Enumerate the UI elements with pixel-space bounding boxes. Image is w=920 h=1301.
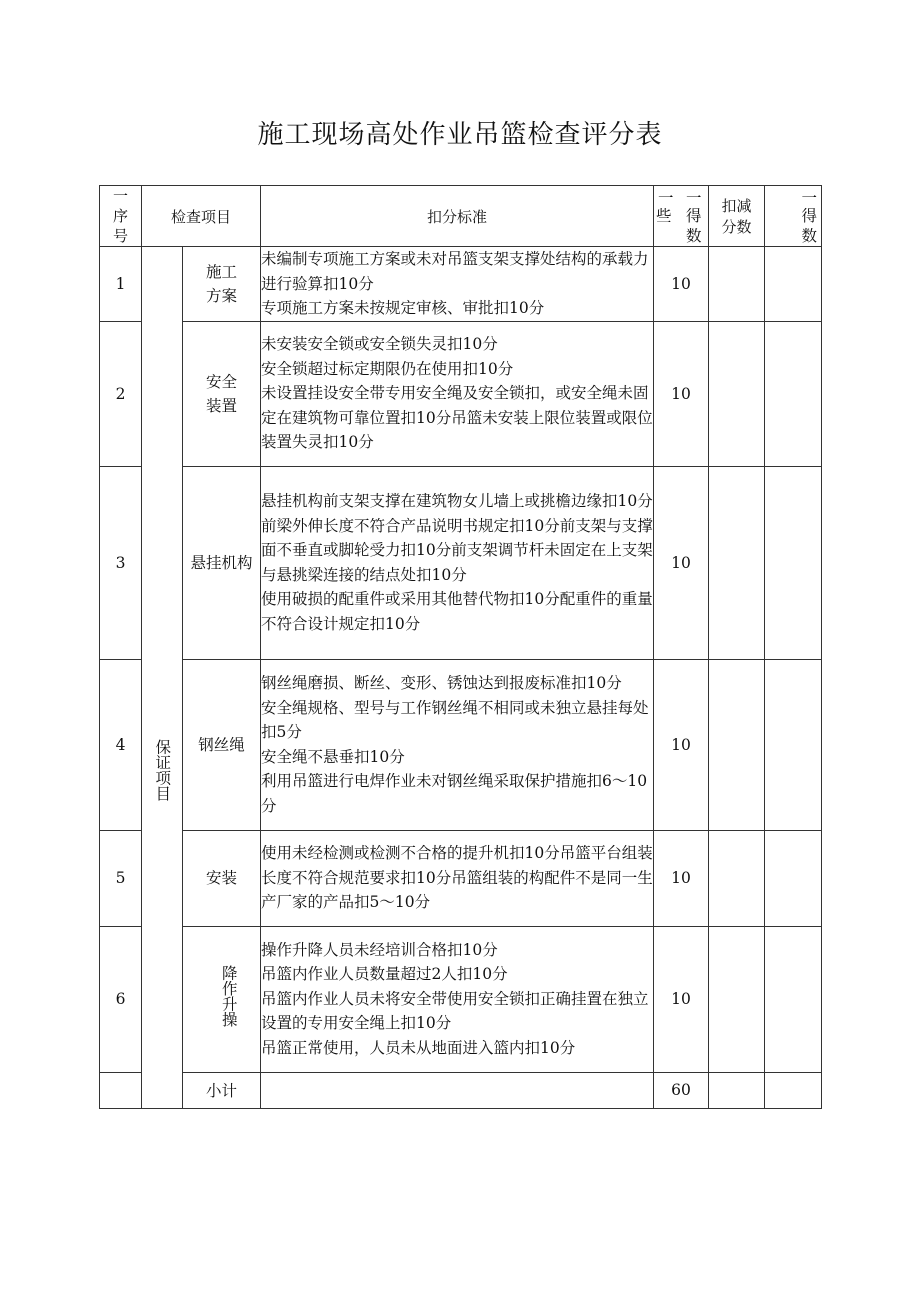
row-got [765,466,822,659]
standard-line: 安全锁超过标定期限仍在使用扣10分 [261,359,514,378]
row-standard [261,659,654,830]
row-seq: 1 [100,247,142,322]
row-item-label: 安全装置 [205,372,237,415]
row-deduct [709,466,765,659]
row-deduct [709,321,765,466]
header-standard: 扣分标准 [261,186,654,247]
row-seq: 6 [100,926,142,1072]
row-item [183,926,261,1072]
row-seq: 4 [100,659,142,830]
row-item-label: 施工方案 [205,262,237,305]
row-due-score: 10 [654,466,709,659]
header-deduct-line1: 扣减 [721,197,752,215]
inspection-score-table [99,185,822,1109]
standard-line: 钢丝绳磨损、断丝、变形、锈蚀达到报废标准扣10分 [261,674,622,692]
page-title: 施工现场高处作业吊篮检查评分表 [257,120,663,150]
header-row [100,186,822,247]
standard-line: 吊篮内作业人员未将安全带使用安全锁扣正确挂置在独立设置的专用安全绳上扣10分 [261,989,649,1033]
standard-line: 吊篮正常使用，人员未从地面进入篮内扣10分 [261,1038,576,1057]
row-item-label: 钢丝绳 [198,735,245,754]
row-due-score: 10 [654,659,709,830]
standard-line: 未设置挂设安全带专用安全绳及安全锁扣，或安全绳未固定在建筑物可靠位置扣10分吊篮未安装上限位装置或限位装置失灵扣10分 [261,384,653,452]
standard-line: 安全绳规格、型号与工作钢丝绳不相同或未独立悬挂每处扣5分 [261,698,649,741]
row-due-score: 10 [654,830,709,926]
row-standard [261,926,654,1072]
header-due-mark1: 一 [658,189,674,207]
row-item [183,466,261,659]
subtotal-seq [100,1072,142,1108]
subtotal-got [765,1072,822,1108]
row-due-score: 10 [654,926,709,1072]
header-seq [100,186,142,247]
row-standard [261,247,654,322]
header-seq-char1: 序 [112,207,128,225]
row-seq: 5 [100,830,142,926]
table-row [100,926,822,1072]
header-seq-mark: 一 [112,187,128,205]
row-got [765,926,822,1072]
standard-line: 利用吊篮进行电焊作业未对钢丝绳采取保护措施扣6～10分 [261,772,648,815]
row-due-score: 10 [654,321,709,466]
subtotal-due-score: 60 [654,1072,709,1108]
standard-line: 未编制专项施工方案或未对吊篮支架支撑处结构的承载力进行验算扣10分 [261,250,649,293]
row-standard [261,830,654,926]
standard-line: 未安装安全锁或安全锁失灵扣10分 [261,335,498,354]
row-standard [261,466,654,659]
table-row [100,830,822,926]
header-got-char1: 得 [801,207,818,225]
row-seq: 3 [100,466,142,659]
category-label: 保证项目 [153,739,172,802]
standard-line: 使用未经检测或检测不合格的提升机扣10分吊篮平台组装长度不符合规范要求扣10分吊篮组装的构配件不是同一生产厂家的产品扣5～10分 [261,844,653,912]
table-row [100,466,822,659]
table-row [100,321,822,466]
header-due-mark3: 一 [686,189,702,207]
row-standard [261,321,654,466]
header-due-score [654,186,709,247]
header-deduct [709,186,765,247]
subtotal-standard [261,1072,654,1108]
row-item-label: 安装 [206,869,238,887]
category-cell [142,247,183,1109]
row-item [183,659,261,830]
standard-line: 使用破损的配重件或采用其他替代物扣10分配重件的重量不符合设计规定扣10分 [261,590,653,633]
row-item [183,247,261,322]
header-deduct-line2: 分数 [721,218,752,236]
row-deduct [709,659,765,830]
row-deduct [709,926,765,1072]
table-row [100,247,822,322]
row-got [765,830,822,926]
row-seq: 2 [100,321,142,466]
row-item-label: 降作升操 [219,964,238,1027]
row-got [765,659,822,830]
subtotal-row [100,1072,822,1108]
header-got-score [765,186,822,247]
standard-line: 安全绳不悬垂扣10分 [261,747,405,766]
row-deduct [709,830,765,926]
standard-line: 专项施工方案未按规定审核、审批扣10分 [261,299,545,317]
header-due-char2: 数 [686,227,702,245]
header-got-mark: 一 [801,189,818,207]
row-item-label: 悬挂机构 [190,553,253,572]
row-due-score: 10 [654,247,709,322]
header-item: 检查项目 [142,186,261,247]
row-deduct [709,247,765,322]
row-item [183,321,261,466]
header-due-char1: 得 [686,207,702,225]
row-got [765,247,822,322]
table-row [100,659,822,830]
standard-line: 操作升降人员未经培训合格扣10分 [261,940,498,959]
row-got [765,321,822,466]
header-got-char2: 数 [801,227,818,245]
standard-line: 前梁外伸长度不符合产品说明书规定扣10分前支架与支撑面不垂直或脚轮受力扣10分前支架调节杆未固定在上支架与悬挑梁连接的结点处扣10分 [261,516,653,584]
header-seq-char2: 号 [112,227,128,245]
subtotal-deduct [709,1072,765,1108]
standard-line: 吊篮内作业人员数量超过2人扣10分 [261,965,508,984]
subtotal-label: 小计 [183,1072,261,1108]
row-item [183,830,261,926]
standard-line: 悬挂机构前支架支撑在建筑物女儿墙上或挑檐边缘扣10分 [261,492,653,510]
header-due-mark2: 些 [656,207,672,225]
